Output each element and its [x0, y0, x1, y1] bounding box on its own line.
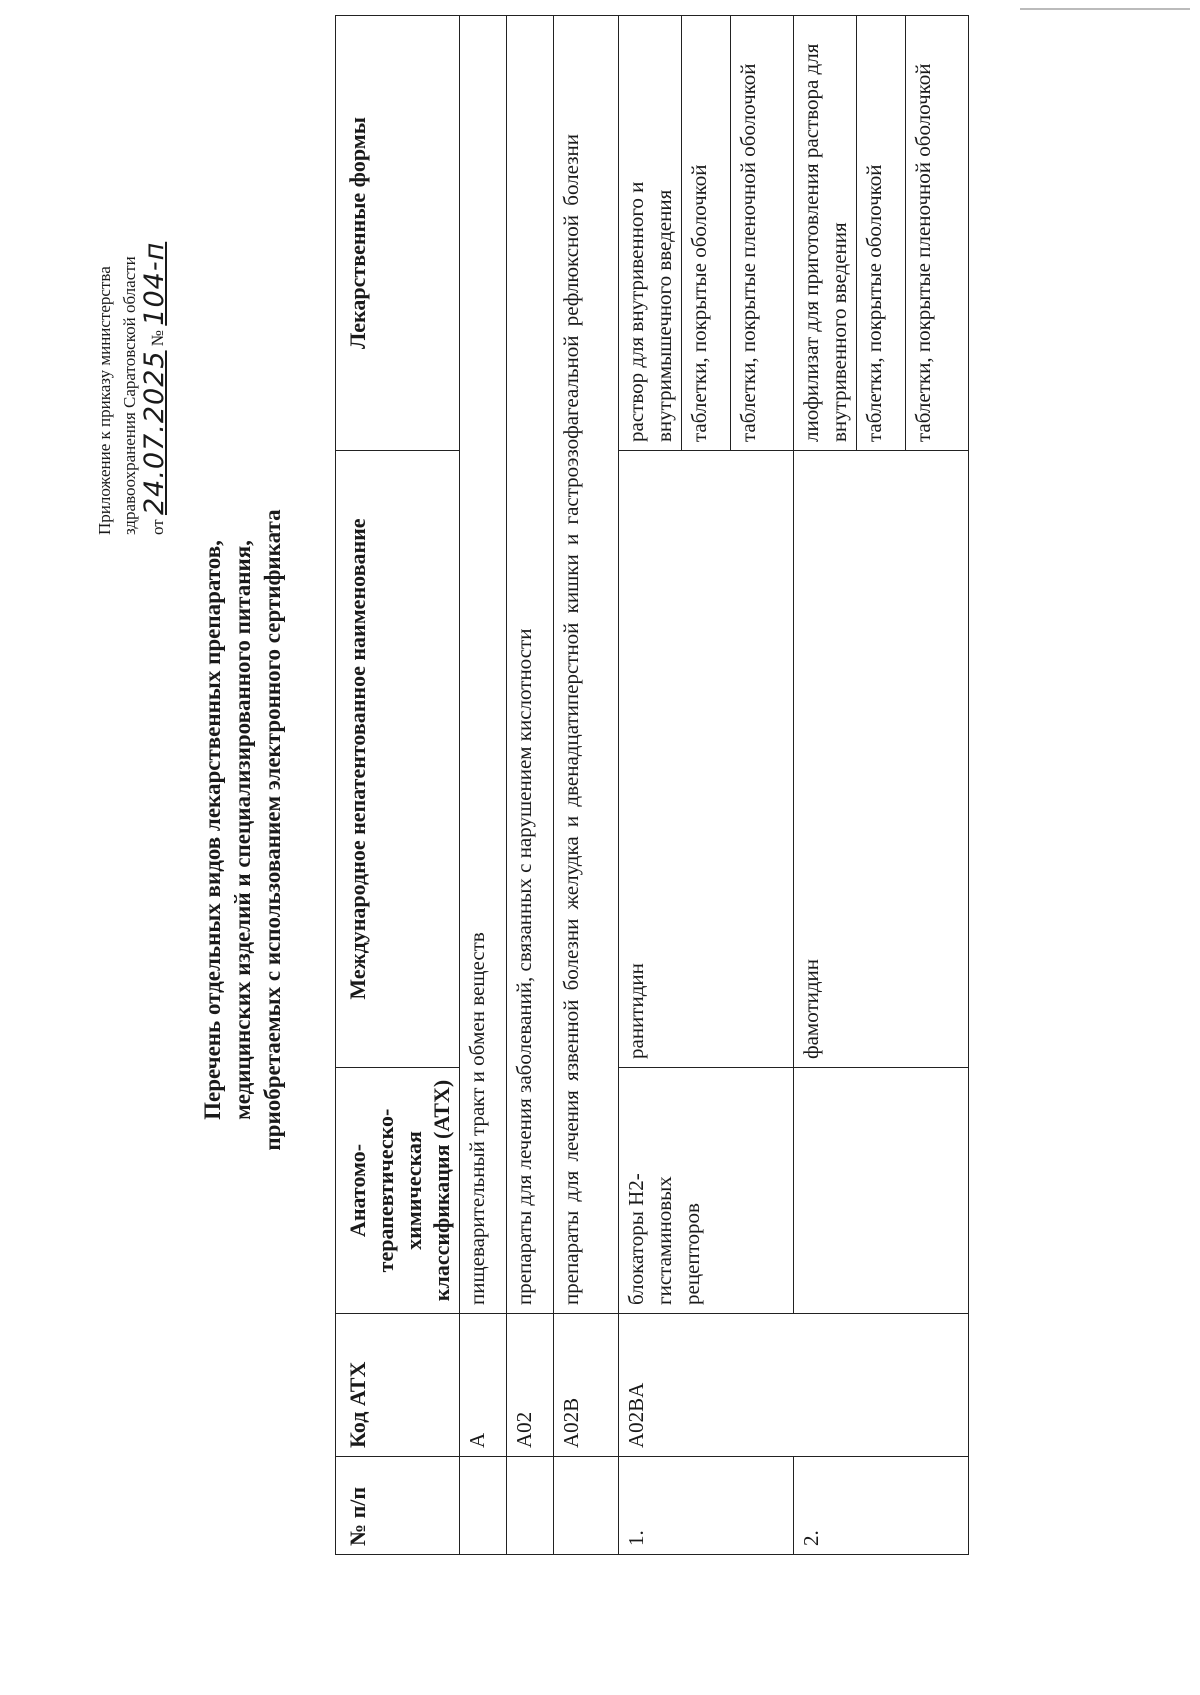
section-text: пищеварительный тракт и обмен веществ: [460, 16, 507, 1314]
header-atc: Анатомо-терапевтическо-химическая классификация (АТХ): [336, 1068, 460, 1314]
header-code: Код АТХ: [336, 1314, 460, 1457]
header-num: № п/п: [336, 1457, 460, 1555]
section-code: А02В: [554, 1314, 619, 1457]
row-inn: ранитидин: [619, 451, 794, 1068]
row-atc: [794, 1068, 969, 1314]
header-forms: Лекарственные формы: [336, 16, 460, 451]
title-line-3: приобретаемых с использованием электронного сертификата: [260, 509, 285, 1151]
row-code: A02BA: [619, 1314, 969, 1457]
table-cell: [460, 1457, 507, 1555]
table-cell: [507, 1457, 554, 1555]
handwritten-date: 24.07.2025: [139, 350, 170, 516]
header-inn: Международное непатентованное наименование: [336, 451, 460, 1068]
row-form: таблетки, покрытые пленочной оболочкой: [731, 16, 794, 451]
row-num: 1.: [619, 1457, 794, 1555]
section-row-a02: [507, 16, 554, 1555]
row-atc: блокаторы Н2-гистаминовых рецепторов: [619, 1068, 794, 1314]
section-text: препараты для лечения язвенной болезни желудка и двенадцатиперстной кишки и гастроэзофагеальной рефлюксной болезни: [554, 16, 619, 1314]
number-prefix: №: [148, 329, 167, 347]
appendix-date-line: [139, 115, 170, 535]
document-title: [198, 205, 288, 1455]
handwritten-number: 104-п: [139, 241, 170, 326]
row-inn: фамотидин: [794, 451, 969, 1068]
row-num: 2.: [794, 1457, 969, 1555]
table-header-row: [336, 16, 460, 1555]
table-cell: [554, 1457, 619, 1555]
section-row-a: [460, 16, 507, 1555]
row-form: таблетки, покрытые пленочной оболочкой: [906, 16, 969, 451]
section-code: А02: [507, 1314, 554, 1457]
table-row: [619, 16, 682, 1555]
title-line-2: медицинских изделий и специализированного питания,: [230, 540, 255, 1120]
drug-list-table: [335, 15, 969, 1555]
section-code: А: [460, 1314, 507, 1457]
title-line-1: Перечень отдельных видов лекарственных препаратов,: [200, 540, 225, 1120]
row-form: лиофилизат для приготовления раствора для внутривенного введения: [794, 16, 857, 451]
row-form: таблетки, покрытые оболочкой: [857, 16, 906, 451]
appendix-line-2: здравоохранения Саратовской области: [120, 256, 139, 535]
row-form: раствор для внутривенного и внутримышечного введения: [619, 16, 682, 451]
appendix-line-1: Приложение к приказу министерства: [95, 266, 114, 535]
section-row-a02b: [554, 16, 619, 1555]
date-prefix: от: [148, 519, 167, 535]
scan-edge-mark: [1020, 8, 1190, 10]
section-text: препараты для лечения заболеваний, связанных с нарушением кислотности: [507, 16, 554, 1314]
row-form: таблетки, покрытые оболочкой: [682, 16, 731, 451]
appendix-header: [92, 115, 170, 535]
